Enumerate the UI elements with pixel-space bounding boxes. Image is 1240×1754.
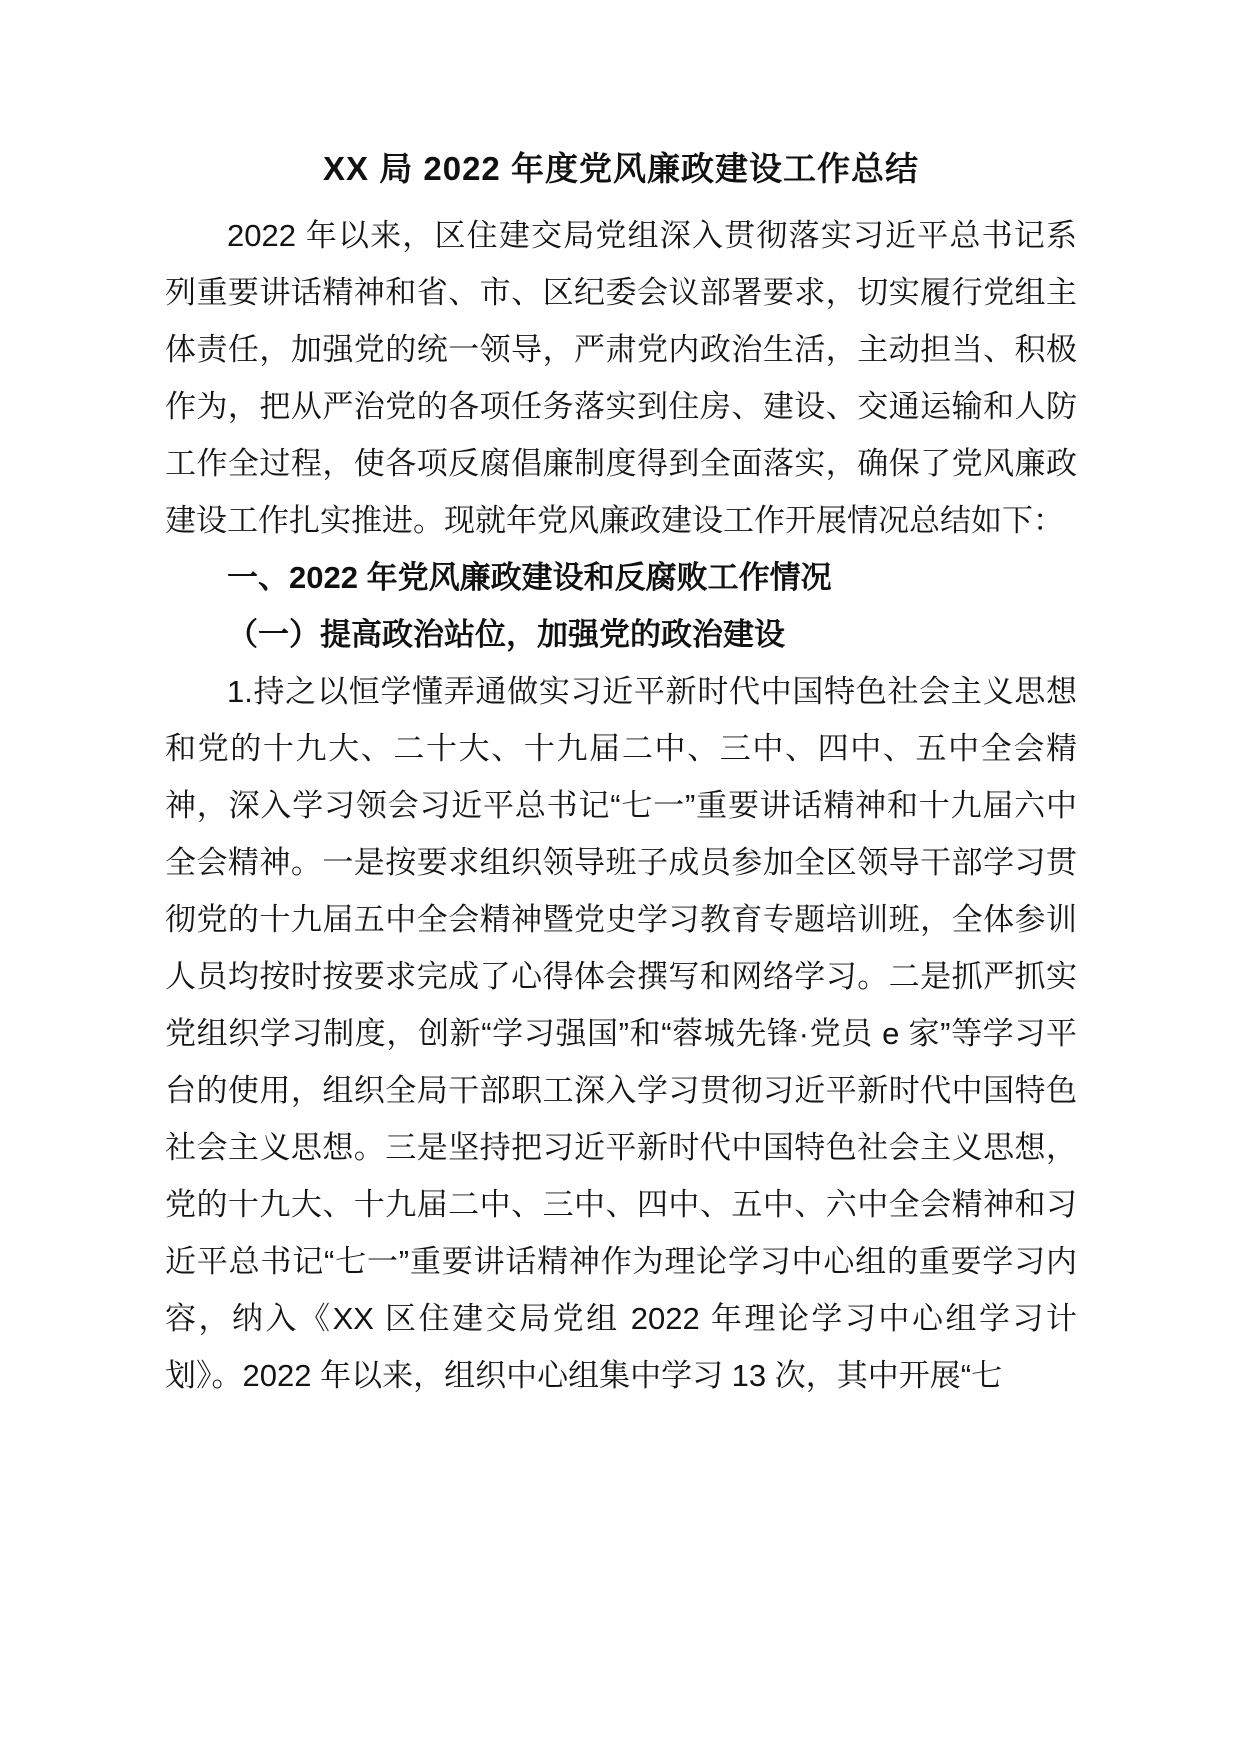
body-paragraph: 2022 年以来，区住建交局党组深入贯彻落实习近平总书记系列重要讲话精神和省、市、区纪委会议部署要求，切实履行党组主体责任，加强党的统一领导，严肃党内政治生活，主动担当、积极作为，把从严治党的各项任务落实到住房、建设、交通运输和人防工作全过程，使各项反腐倡廉制度得到全面落实，确保了党风廉政建设工作扎实推进。现就年党风廉政建设工作开展情况总结如下： xyxy=(165,218,1077,538)
document-body xyxy=(165,207,1077,1404)
body-paragraph: 1.持之以恒学懂弄通做实习近平新时代中国特色社会主义思想和党的十九大、二十大、十九届二中、三中、四中、五中全会精神，深入学习领会习近平总书记“七一”重要讲话精神和十九届六中全会精神。一是按要求组织领导班子成员参加全区领导干部学习贯彻党的十九届五中全会精神暨党史学习教育专题培训班，全体参训人员均按时按要求完成了心得体会撰写和网络学习。二是抓严抓实党组织学习制度，创新“学习强国”和“蓉城先锋·党员 e 家”等学习平台的使用，组织全局干部职工深入学习贯彻习近平新时代中国特色社会主义思想。三是坚持把习近平新时代中国特色社会主义思想，党的十九大、十九届二中、三中、四中、五中、六中全会精神和习近平总书记“七一”重要讲话精神作为理论学习中心组的重要学习内容，纳入《XX 区住建交局党组 2022 年理论学习中心组学习计划》。2022 年以来，组织中心组集中学习 13 次，其中开展“七 xyxy=(165,674,1077,1393)
document-title: XX 局 2022 年度党风廉政建设工作总结 xyxy=(323,150,919,187)
heading-1: 一、2022 年党风廉政建设和反腐败工作情况 xyxy=(227,560,832,595)
heading-2: （一）提高政治站位，加强党的政治建设 xyxy=(227,617,785,652)
